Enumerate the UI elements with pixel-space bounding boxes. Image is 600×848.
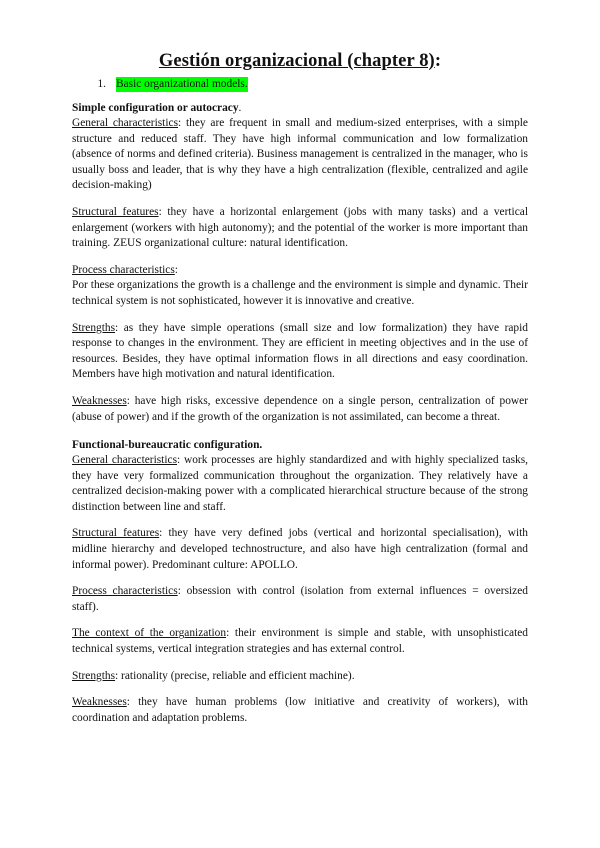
paragraph-label: Weaknesses bbox=[72, 696, 127, 709]
paragraph-label: Structural features bbox=[72, 527, 160, 540]
title-suffix: : bbox=[434, 51, 442, 71]
paragraph-general-characteristics bbox=[72, 116, 528, 194]
paragraph-text: : obsession with control (isolation from external influences = oversized staff). bbox=[72, 585, 528, 613]
section-heading-simple bbox=[72, 101, 528, 116]
paragraph-text: : rationality (precise, reliable and efficient machine). bbox=[115, 669, 355, 682]
document-content bbox=[72, 50, 528, 726]
paragraph-text: : have high risks, excessive dependence on a single person, centralization of power (abuse of power) and if the growth of the organization is not assimilated, can become a threat. bbox=[72, 394, 528, 423]
paragraph-structural-features bbox=[72, 205, 528, 252]
paragraph-label: The context of the organization bbox=[72, 627, 227, 640]
title-text: Gestión organizacional (chapter 8) bbox=[158, 51, 435, 71]
paragraph-structural-features bbox=[72, 526, 528, 573]
paragraph-process-characteristics bbox=[72, 263, 528, 310]
section-heading-text: Simple configuration or autocracy bbox=[72, 102, 239, 114]
document-title bbox=[72, 50, 528, 72]
paragraph-text: : they are frequent in small and medium-sized enterprises, with a simple structure and reduced staff. They have high informal communication and low formalization (absence of norms and defined criteria). Business management is centralized in the manager, who is usually boss and leader, that is why they have a high centralization (flexible, centralized and agile decision-making) bbox=[72, 117, 528, 192]
paragraph-label: Structural features bbox=[72, 205, 159, 218]
paragraph-text: : Por these organizations the growth is a challenge and the environment is simple and dynamic. Their technical system is not sophisticated, however it is innovative and creative. bbox=[72, 263, 528, 307]
paragraph-label: General characteristics bbox=[72, 454, 178, 467]
paragraph-text: : they have a horizontal enlargement (jobs with many tasks) and a vertical enlargement (workers with high autonomy); and the potential of the worker is more important than training. ZEUS organizational culture: natural identification. bbox=[72, 205, 528, 250]
paragraph-weaknesses bbox=[72, 394, 528, 425]
numbered-list bbox=[72, 77, 528, 92]
paragraph-label: Process characteristics bbox=[72, 263, 175, 276]
highlighted-list-text: Basic organizational models. bbox=[116, 78, 248, 90]
paragraph-strengths bbox=[72, 321, 528, 383]
list-item bbox=[72, 77, 528, 92]
paragraph-label: Strengths bbox=[72, 669, 116, 682]
paragraph-context bbox=[72, 626, 528, 657]
paragraph-text: : they have very defined jobs (vertical and horizontal specialisation), with midline hierarchy and developed technostructure, and also have high centralization (formal and informal power). Predominant culture: APOLLO. bbox=[72, 527, 528, 571]
paragraph-strengths bbox=[72, 669, 528, 685]
paragraph-weaknesses bbox=[72, 695, 528, 726]
paragraph-label: General characteristics bbox=[72, 117, 179, 129]
section-heading-suffix: . bbox=[238, 102, 242, 114]
paragraph-label: Strengths bbox=[72, 321, 116, 334]
paragraph-general-characteristics bbox=[72, 453, 528, 515]
section-heading-functional: Functional-bureaucratic configuration. bbox=[72, 439, 263, 452]
paragraph-label: Process characteristics bbox=[72, 585, 178, 598]
paragraph-label: Weaknesses bbox=[72, 394, 127, 407]
paragraph-text: : they have human problems (low initiative and creativity of workers), with coordination and adaptation problems. bbox=[72, 696, 528, 724]
list-number: 1. bbox=[97, 78, 106, 90]
paragraph-text: : as they have simple operations (small size and low formalization) they have rapid response to changes in the environment. They are efficient in meeting objectives and in the use of resources. Besides, they have optimal information flows in all directions and easy coordination. Members have high motivation and natural identification. bbox=[72, 321, 528, 381]
paragraph-text: : their environment is simple and stable, with unsophisticated technical systems, vertical integration strategies and has external control. bbox=[72, 627, 528, 656]
paragraph-text: : work processes are highly standardized and with highly specialized tasks, they have very formalized communication throughout the organization. They relatively have a centralized decision-making power with a complicated hierarchical structure because of the strong distinction between line and staff. bbox=[72, 454, 528, 513]
paragraph-process-characteristics bbox=[72, 584, 528, 615]
